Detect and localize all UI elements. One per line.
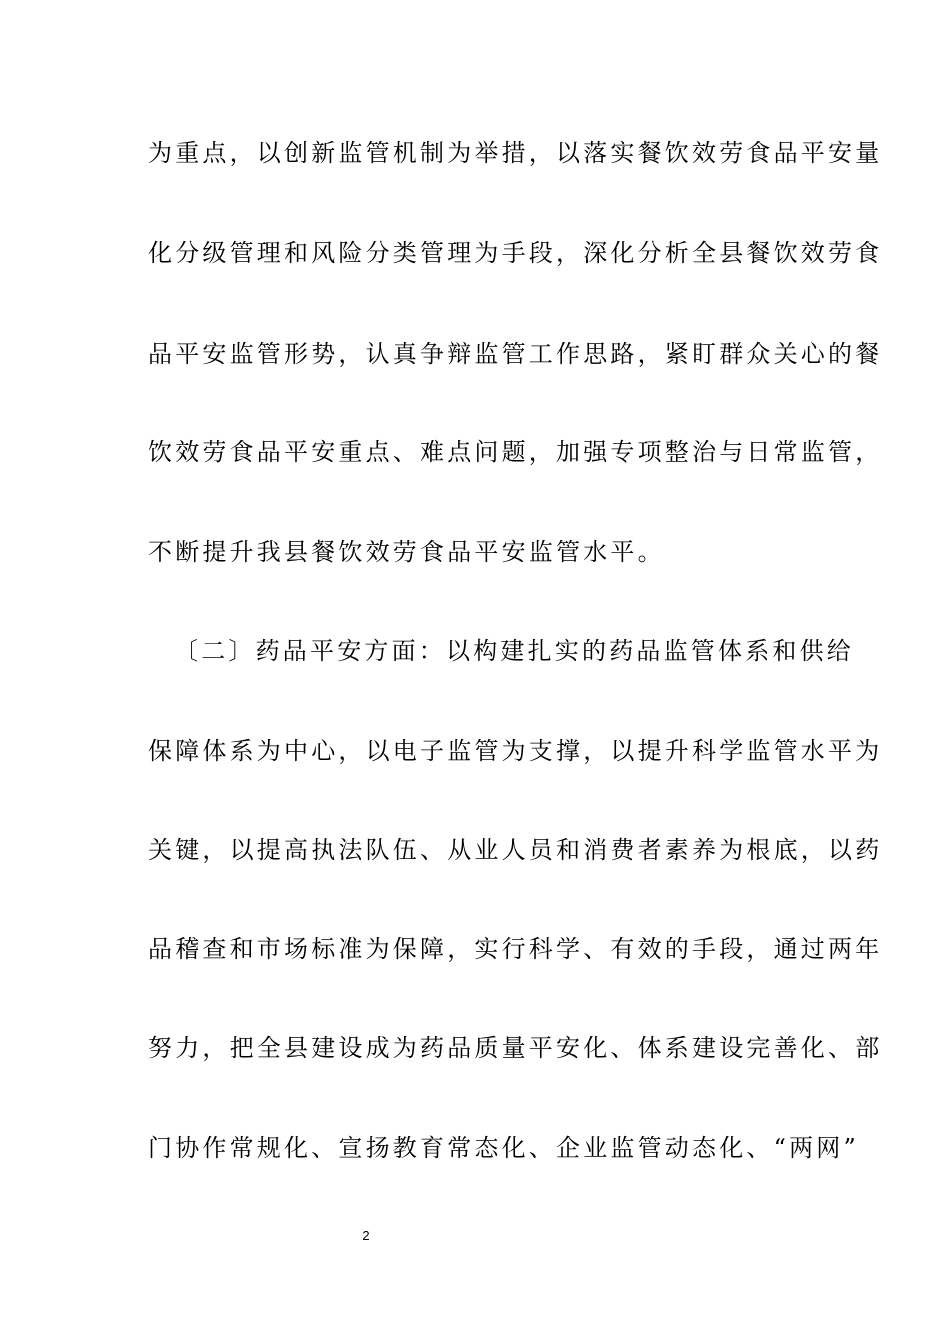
page-number: 2 xyxy=(362,1228,370,1243)
text-line: 门协作常规化、宣扬教育常态化、企业监管动态化、“两网” xyxy=(148,1134,859,1162)
section-heading-line: 〔二〕药品平安方面：以构建扎实的药品监管体系和供给 xyxy=(174,637,854,665)
text-line: 不断提升我县餐饮效劳食品平安监管水平。 xyxy=(148,538,665,566)
text-line: 保障体系为中心，以电子监管为支撑，以提升科学监管水平为 xyxy=(148,737,883,765)
text-line: 品平安监管形势，认真争辩监管工作思路，紧盯群众关心的餐 xyxy=(148,340,883,368)
text-line: 品稽查和市场标准为保障，实行科学、有效的手段，通过两年 xyxy=(148,935,883,963)
text-line: 为重点，以创新监管机制为举措，以落实餐饮效劳食品平安量 xyxy=(148,139,883,167)
text-line: 化分级管理和风险分类管理为手段，深化分析全县餐饮效劳食 xyxy=(148,239,883,267)
text-line: 关键，以提高执法队伍、从业人员和消费者素养为根底，以药 xyxy=(148,836,883,864)
text-line: 饮效劳食品平安重点、难点问题，加强专项整治与日常监管， xyxy=(148,438,883,466)
text-line: 努力，把全县建设成为药品质量平安化、体系建设完善化、部 xyxy=(148,1034,883,1062)
